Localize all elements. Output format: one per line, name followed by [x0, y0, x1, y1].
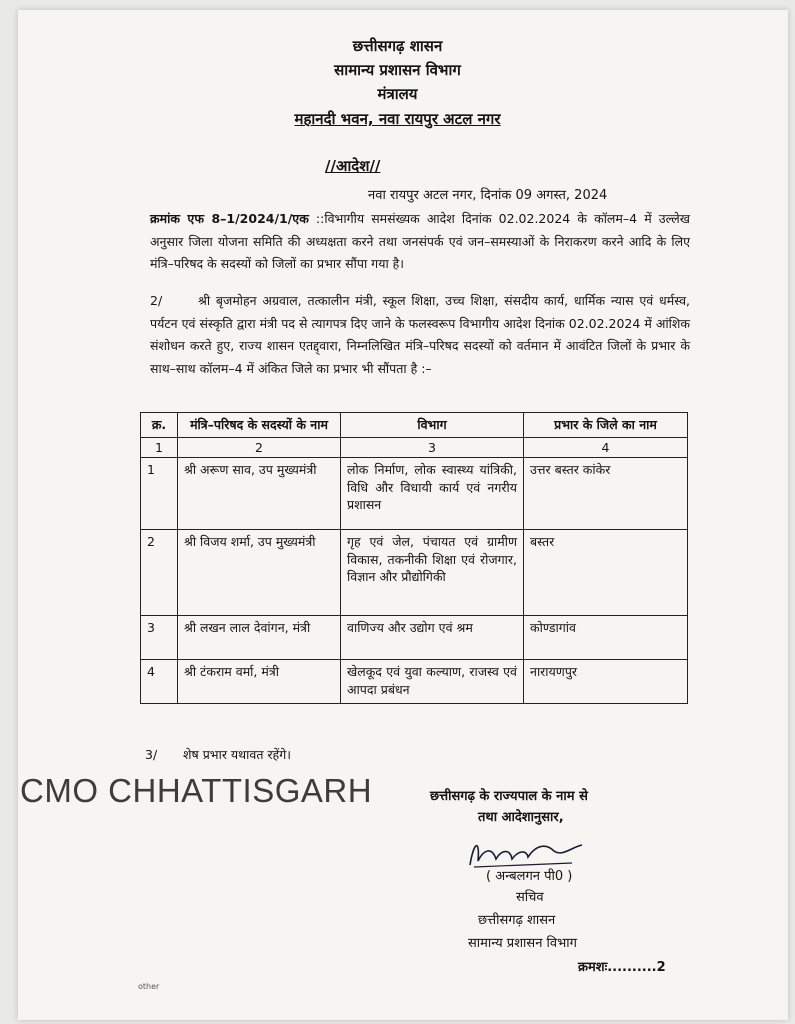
header-member-name: मंत्रि–परिषद के सदस्यों के नाम — [178, 413, 341, 438]
paragraph-2 — [150, 290, 690, 380]
row-district: कोण्डागांव — [524, 616, 688, 660]
header-address: महानदी भवन, नवा रायपुर अटल नगर — [294, 110, 501, 128]
table-row — [141, 530, 688, 616]
paragraph-1-text: ::विभागीय समसंख्यक आदेश दिनांक 02.02.2024 के कॉलम–4 में उल्लेख अनुसार जिला योजना समिति की अध्यक्षता करने तथा जनसंपर्क एवं जन–समस्याओं के निराकरण करने आदि के लिए मंत्रि–परिषद के सदस्यों को जिलों का प्रभार सौंपा गया है। — [150, 211, 690, 271]
footer-note: other — [138, 982, 160, 991]
header-department: सामान्य प्रशासन विभाग — [334, 61, 461, 79]
header-serial: क्र. — [141, 413, 178, 438]
signatory-name: ( अन्बलगन पी0 ) — [486, 869, 573, 884]
row-department: खेलकूद एवं युवा कल्याण, राजस्व एवं आपदा प्रबंधन — [341, 660, 524, 704]
date-line: नवा रायपुर अटल नगर, दिनांक 09 अगस्त, 2024 — [368, 188, 608, 203]
paragraph-2-number: 2/ — [150, 293, 163, 308]
row-member-name: श्री लखन लाल देवांगन, मंत्री — [178, 616, 341, 660]
row-member-name: श्री टंकराम वर्मा, मंत्री — [178, 660, 341, 704]
row-district: नारायणपुर — [524, 660, 688, 704]
paragraph-3-text: शेष प्रभार यथावत रहेंगे। — [183, 747, 291, 762]
row-district: बस्तर — [524, 530, 688, 616]
row-department: गृह एवं जेल, पंचायत एवं ग्रामीण विकास, तकनीकी शिक्षा एवं रोजगार, विज्ञान और प्रौद्योगिकी — [341, 530, 524, 616]
watermark: CMO CHHATTISGARH — [20, 772, 373, 809]
col-number: 2 — [178, 437, 341, 458]
row-serial: 1 — [141, 458, 178, 530]
paragraph-2-text: श्री बृजमोहन अग्रवाल, तत्कालीन मंत्री, स्कूल शिक्षा, उच्च शिक्षा, संसदीय कार्य, धार्मिक न्यास एवं धर्मस्व, पर्यटन एवं संस्कृति द्वारा मंत्री पद से त्यागपत्र दिए जाने के फलस्वरूप विभागीय आदेश दिनांक 02.02.2024 में आंशिक संशोधन करते हुए, राज्य शासन एतद्द्वारा, निम्नलिखित मंत्रि–परिषद सदस्यों को वर्तमान में आवंटित जिलों के प्रभार के साथ–साथ कॉलम–4 में अंकित जिले का प्रभार भी सौंपता है :– — [150, 293, 690, 376]
row-serial: 3 — [141, 616, 178, 660]
paragraph-3 — [145, 746, 291, 763]
row-member-name: श्री अरूण साव, उप मुख्यमंत्री — [178, 458, 341, 530]
paragraph-3-number: 3/ — [145, 747, 158, 762]
header-secretariat: मंत्रालय — [377, 85, 418, 103]
table-row — [141, 660, 688, 704]
table-header-row — [141, 413, 688, 438]
row-serial: 2 — [141, 530, 178, 616]
signatory-department: सामान्य प्रशासन विभाग — [468, 936, 577, 951]
header-government: छत्तीसगढ़ शासन — [352, 37, 443, 55]
authority-line-1: छत्तीसगढ़ के राज्यपाल के नाम से — [430, 789, 588, 804]
row-department: वाणिज्य और उद्योग एवं श्रम — [341, 616, 524, 660]
signatory-government: छत्तीसगढ़ शासन — [478, 913, 556, 928]
row-serial: 4 — [141, 660, 178, 704]
minister-table — [140, 412, 688, 704]
col-number: 3 — [341, 437, 524, 458]
authority-line-2: तथा आदेशानुसार, — [478, 810, 564, 825]
table-column-numbers — [141, 437, 688, 458]
row-district: उत्तर बस्तर कांकेर — [524, 458, 688, 530]
signatory-designation: सचिव — [516, 890, 544, 905]
continuation-note: क्रमशः..........2 — [578, 960, 666, 975]
order-title: //आदेश// — [325, 157, 381, 175]
row-member-name: श्री विजय शर्मा, उप मुख्यमंत्री — [178, 530, 341, 616]
order-reference: क्रमांक एफ 8–1/2024/1/एक — [150, 211, 309, 226]
row-department: लोक निर्माण, लोक स्वास्थ्य यांत्रिकी, विधि और विधायी कार्य एवं नगरीय प्रशासन — [341, 458, 524, 530]
col-number: 1 — [141, 437, 178, 458]
table-row — [141, 458, 688, 530]
col-number: 4 — [524, 437, 688, 458]
table-row — [141, 616, 688, 660]
header-department: विभाग — [341, 413, 524, 438]
paragraph-1 — [150, 208, 690, 276]
header-district: प्रभार के जिले का नाम — [524, 413, 688, 438]
